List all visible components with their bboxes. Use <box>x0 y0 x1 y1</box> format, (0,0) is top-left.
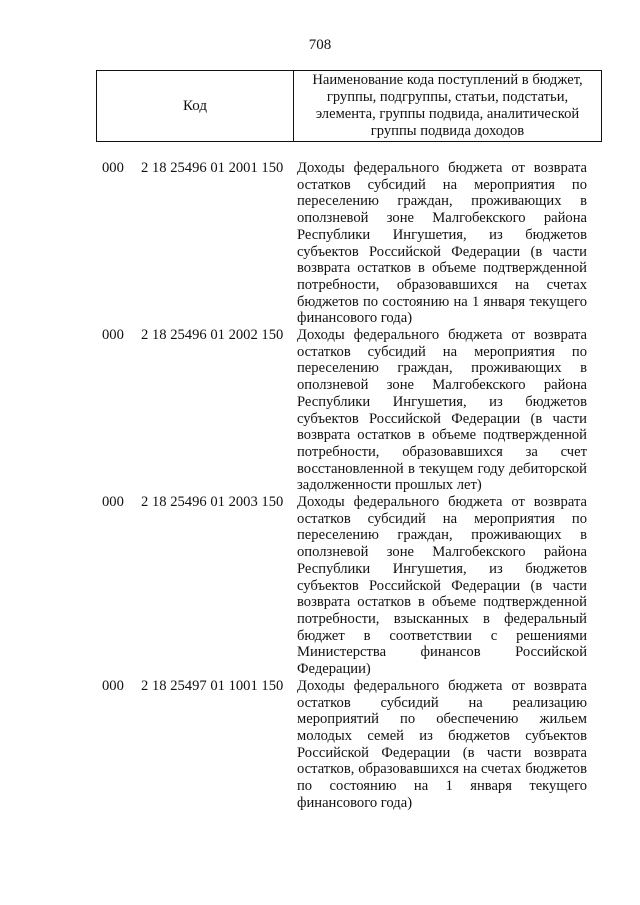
revenue-description: Доходы федерального бюджета от возврата остатков субсидий на мероприятия по переселению граждан, проживающих в оползневой зоне Малгобекского района Республики Ингушетия, из бюджетов субъектов Российской Федерации (в части возврата остатков в объеме подтвержденной потребности, образовавшихся за счет восстановленной в текущем году дебиторской задолженности прошлых лет) <box>297 327 587 494</box>
admin-code: 000 <box>102 494 124 511</box>
revenue-description: Доходы федерального бюджета от возврата остатков субсидий на реализацию мероприятий по обеспечению жильем молодых семей из бюджетов субъектов Российской Федерации (в части возврата остатков, образовавшихся на счетах бюджетов по состоянию на 1 января текущего финансового года) <box>297 677 587 811</box>
revenue-code: 2 18 25497 01 1001 150 <box>141 677 284 694</box>
header-name-cell: Наименование кода поступлений в бюджет, группы, подгруппы, статьи, подстатьи, элемента, группы подвида, аналитической группы подвида доходов <box>312 72 583 139</box>
admin-code: 000 <box>102 160 124 176</box>
page-number: 708 <box>308 37 332 53</box>
revenue-description: Доходы федерального бюджета от возврата остатков субсидий на мероприятия по переселению граждан, проживающих в оползневой зоне Малгобекского района Республики Ингушетия, из бюджетов субъектов Российской Федерации (в части возврата остатков в объеме подтвержденной потребности, образовавшихся на счетах бюджетов по состоянию на 1 января текущего финансового года) <box>297 160 587 327</box>
admin-code: 000 <box>102 327 124 344</box>
table-row <box>0 678 640 812</box>
revenue-description: Доходы федерального бюджета от возврата остатков субсидий на мероприятия по переселению граждан, проживающих в оползневой зоне Малгобекского района Республики Ингушетия, из бюджетов субъектов Российской Федерации (в части возврата остатков в объеме подтвержденной потребности, взысканных в федеральный бюджет в соответствии с решениями Министерства финансов Российской Федерации) <box>297 494 587 678</box>
table-row <box>0 494 640 678</box>
table-row <box>0 327 640 494</box>
header-code-cell: Код <box>97 71 294 141</box>
table-row <box>0 160 640 327</box>
admin-code: 000 <box>102 677 124 694</box>
table-body <box>0 160 640 811</box>
table-header <box>96 70 602 142</box>
revenue-code: 2 18 25496 01 2001 150 <box>141 160 284 176</box>
revenue-code: 2 18 25496 01 2003 150 <box>141 494 284 511</box>
revenue-code: 2 18 25496 01 2002 150 <box>141 327 284 344</box>
